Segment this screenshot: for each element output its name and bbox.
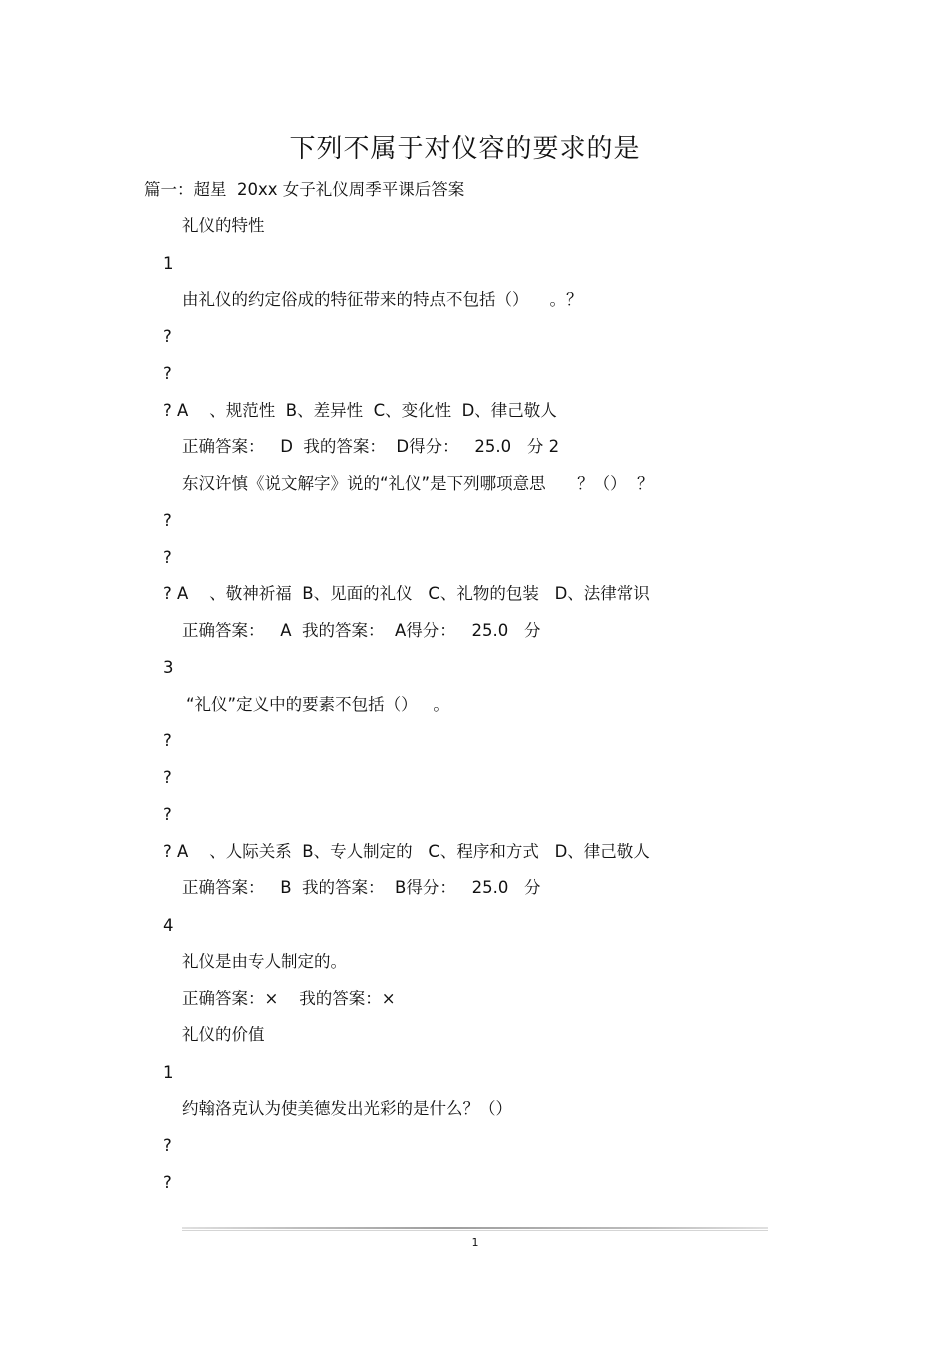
question-text: 礼仪是由专人制定的。 xyxy=(182,952,347,971)
options-line: ? A 、人际关系 B、专人制定的 C、程序和方式 D、律己敬人 xyxy=(163,842,650,861)
option-marker: ? xyxy=(163,327,172,346)
section-heading: 篇一：超星 20xx 女子礼仪周季平课后答案 xyxy=(144,180,465,199)
question-number: 4 xyxy=(163,916,174,935)
answer-line: 正确答案： B 我的答案： B得分： 25.0 分 xyxy=(182,878,541,897)
option-marker: ? xyxy=(163,364,172,383)
subsection-heading: 礼仪的价值 xyxy=(182,1025,265,1044)
question-number: 3 xyxy=(163,658,174,677)
answer-line: 正确答案：× 我的答案：× xyxy=(182,989,396,1008)
option-marker: ? xyxy=(163,548,172,567)
question-text: “礼仪”定义中的要素不包括（） 。 xyxy=(186,695,450,714)
option-marker: ? xyxy=(163,511,172,530)
options-line: ? A 、敬神祈福 B、见面的礼仪 C、礼物的包装 D、法律常识 xyxy=(163,584,650,603)
page-title: 下列不属于对仪容的要求的是 xyxy=(289,134,641,164)
options-line: ? A 、规范性 B、差异性 C、变化性 D、律己敬人 xyxy=(163,401,557,420)
question-text: 由礼仪的约定俗成的特征带来的特点不包括（） 。？ xyxy=(182,290,583,309)
footer-divider xyxy=(182,1227,768,1229)
option-marker: ? xyxy=(163,1173,172,1192)
question-text: 约翰洛克认为使美德发出光彩的是什么？（） xyxy=(182,1099,512,1118)
option-marker: ? xyxy=(163,731,172,750)
option-marker: ? xyxy=(163,768,172,787)
option-marker: ? xyxy=(163,805,172,824)
answer-line: 正确答案： A 我的答案： A得分： 25.0 分 xyxy=(182,621,541,640)
footer-divider-shadow xyxy=(182,1230,768,1231)
subsection-heading: 礼仪的特性 xyxy=(182,216,265,235)
question-number: 1 xyxy=(163,254,174,273)
question-text: 东汉许慎《说文解字》说的“礼仪”是下列哪项意思 ？（） ？ xyxy=(182,474,654,493)
page-number: 1 xyxy=(471,1236,479,1249)
question-number: 1 xyxy=(163,1063,174,1082)
answer-line: 正确答案： D 我的答案： D得分： 25.0 分 2 xyxy=(182,437,560,456)
option-marker: ? xyxy=(163,1136,172,1155)
